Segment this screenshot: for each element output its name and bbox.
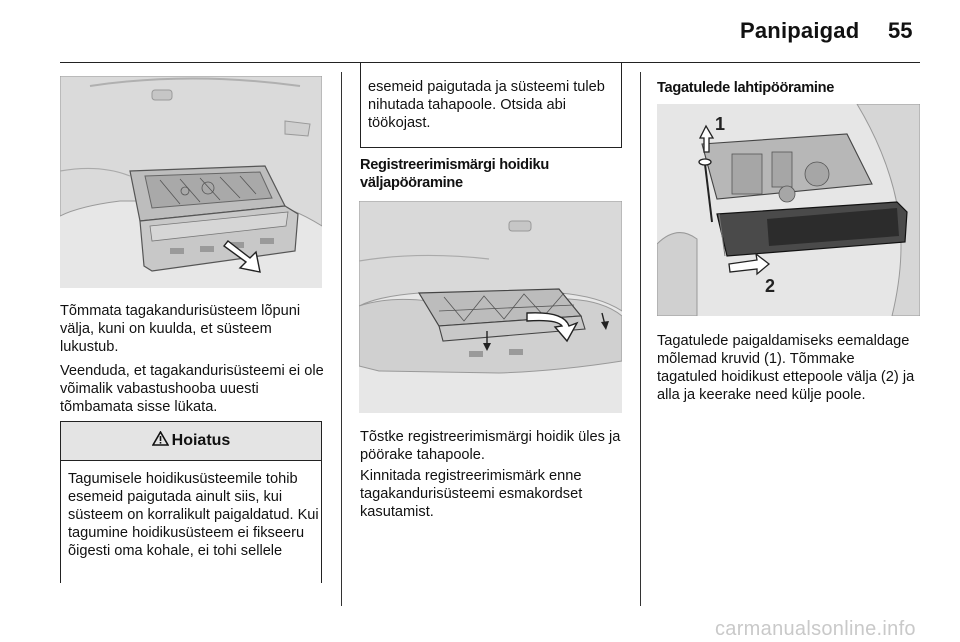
left-paragraph-2: Veenduda, et tagakandurisüsteemi ei ole võimalik vabastushooba uuesti tõmbamata sisse lükata. [60, 363, 324, 415]
callout-2: 2 [765, 276, 776, 296]
rear-carrier-pull-out-figure [60, 76, 322, 288]
warning-box-continued [360, 62, 622, 148]
page-number: 55 [888, 18, 913, 43]
column-divider-right [640, 72, 641, 606]
callout-1: 1 [715, 114, 726, 134]
middle-paragraph-1: Tõstke registreerimismärgi hoidik üles ja pöörake tahapoole. [360, 429, 621, 463]
warning-header [61, 422, 321, 461]
warning-title: Hoiatus [171, 432, 231, 449]
right-paragraph-1: Tagatulede paigaldamiseks eemaldage mõlemad kruvid (1). Tõmmake tagatuled hoidikust ettepoole välja (2) ja alla ja keerake need külje poole. [657, 333, 915, 403]
warning-box [60, 421, 322, 583]
warning-continued-text: esemeid paigutada ja süsteemi tuleb nihutada tahapoole. Otsida abi töökojast. [368, 79, 605, 131]
license-plate-holder-heading: Registreerimismärgi hoidiku väljapööramine [360, 157, 549, 191]
middle-paragraph-2: Kinnitada registreerimismärk enne tagakandurisüsteemi esmakordset kasutamist. [360, 468, 583, 520]
page-title: Panipaigad [740, 18, 860, 43]
warning-triangle-icon [152, 431, 169, 451]
rear-lights-figure [657, 104, 920, 316]
warning-text: Tagumisele hoidikusüsteemile tohib esemeid paigutada ainult siis, kui süsteem on korralikult paigaldatud. Kui tagumine hoidikusüsteem ei fikseeru õigesti oma kohale, ei tohi sellele [68, 471, 319, 559]
license-plate-holder-figure [359, 201, 622, 413]
left-paragraph-1: Tõmmata tagakandurisüsteem lõpuni välja, kuni on kuulda, et süsteem lukustub. [60, 303, 301, 355]
column-divider-left [341, 72, 342, 606]
rear-lights-heading: Tagatulede lahtipööramine [657, 80, 835, 96]
site-watermark: carmanualsonline.info [715, 618, 916, 640]
